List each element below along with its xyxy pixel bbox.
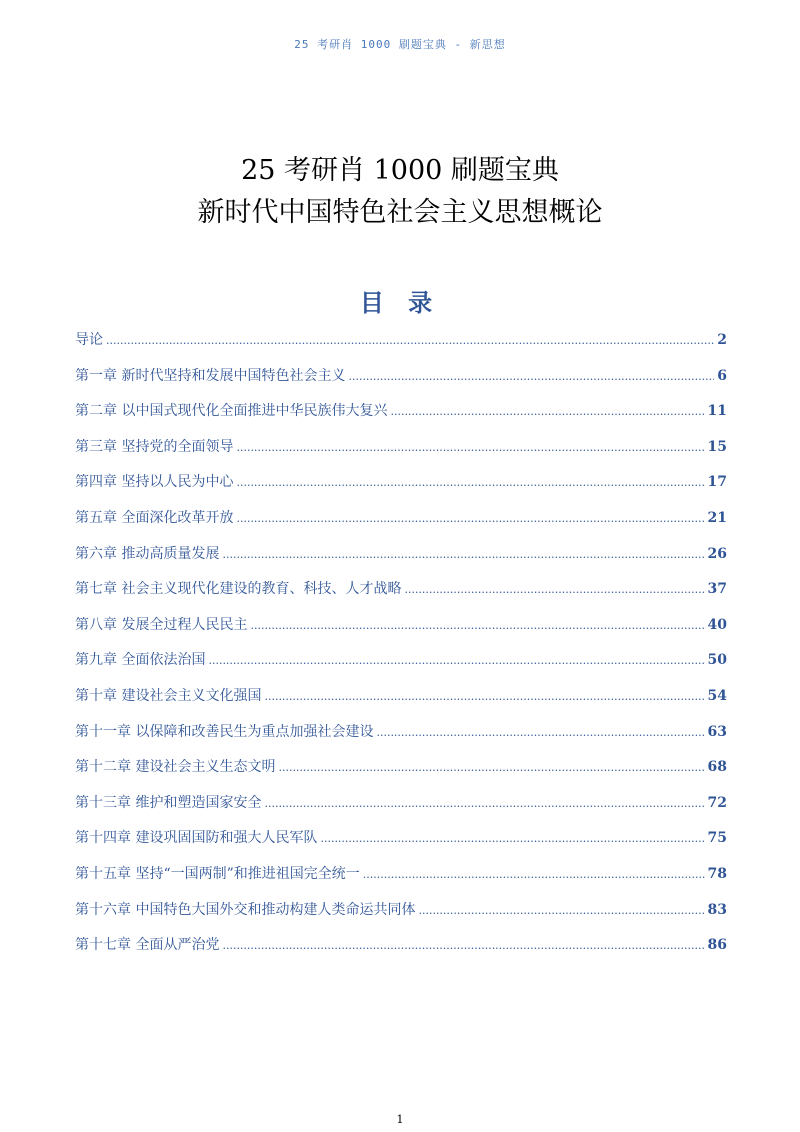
toc-entry-label[interactable]: 第一章 新时代坚持和发展中国特色社会主义 <box>75 367 346 384</box>
toc-entry-page[interactable]: 40 <box>707 616 727 633</box>
toc-entry-label[interactable]: 第九章 全面依法治国 <box>75 652 206 669</box>
toc-entry-chapter-13[interactable] <box>75 789 727 825</box>
toc-entry-label[interactable]: 第十章 建设社会主义文化强国 <box>75 687 262 704</box>
toc-entry-page[interactable]: 26 <box>707 545 727 562</box>
toc-entry-chapter-9[interactable] <box>75 646 727 682</box>
dot-leader <box>376 719 704 747</box>
toc-entry-chapter-10[interactable] <box>75 682 727 718</box>
dot-leader <box>222 932 704 960</box>
toc-entry-label[interactable]: 第十三章 维护和塑造国家安全 <box>75 794 262 811</box>
toc-entry-page[interactable]: 21 <box>707 509 727 526</box>
toc-entry-page[interactable]: 50 <box>707 652 727 669</box>
toc-entry-label[interactable]: 第十一章 以保障和改善民生为重点加强社会建设 <box>75 723 374 740</box>
toc-entry-label[interactable]: 第八章 发展全过程人民民主 <box>75 616 248 633</box>
toc-entry-label[interactable]: 第五章 全面深化改革开放 <box>75 509 234 526</box>
toc-entry-label[interactable]: 第十五章 坚持“一国两制”和推进祖国完全统一 <box>75 865 360 882</box>
toc-entry-label[interactable]: 第十六章 中国特色大国外交和推动构建人类命运共同体 <box>75 901 416 918</box>
dot-leader <box>390 398 704 426</box>
toc-entry-page[interactable]: 54 <box>707 687 727 704</box>
dot-leader <box>250 612 704 640</box>
dot-leader <box>264 790 704 818</box>
dot-leader <box>404 576 704 604</box>
toc-entry-label[interactable]: 第七章 社会主义现代化建设的教育、科技、人才战略 <box>75 581 402 598</box>
toc-entry-chapter-15[interactable] <box>75 860 727 896</box>
table-of-contents <box>75 326 727 967</box>
toc-entry-chapter-5[interactable] <box>75 504 727 540</box>
toc-entry-label[interactable]: 导论 <box>75 332 103 348</box>
dot-leader <box>236 469 704 497</box>
toc-entry-label[interactable]: 第十二章 建设社会主义生态文明 <box>75 759 276 776</box>
toc-entry-chapter-1[interactable] <box>75 362 727 398</box>
toc-entry-label[interactable]: 第三章 坚持党的全面领导 <box>75 438 234 455</box>
toc-entry-label[interactable]: 第十四章 建设巩固国防和强大人民军队 <box>75 830 318 847</box>
running-header: 25 考研肖 1000 刷题宝典 - 新思想 <box>294 38 506 51</box>
toc-entry-chapter-7[interactable] <box>75 575 727 611</box>
dot-leader <box>363 861 705 889</box>
toc-entry-page[interactable]: 15 <box>707 438 727 455</box>
toc-entry-chapter-8[interactable] <box>75 611 727 647</box>
toc-entry-chapter-3[interactable] <box>75 433 727 469</box>
toc-heading: 目 录 <box>359 288 441 317</box>
page-number: 1 <box>396 1113 404 1126</box>
title-line-1: 25 考研肖 1000 刷题宝典 <box>241 155 559 186</box>
toc-entry-page[interactable]: 63 <box>707 723 727 740</box>
document-title <box>0 150 800 234</box>
toc-entry-chapter-14[interactable] <box>75 824 727 860</box>
dot-leader <box>106 327 714 355</box>
dot-leader <box>320 825 704 853</box>
dot-leader <box>208 647 704 675</box>
toc-entry-chapter-11[interactable] <box>75 718 727 754</box>
dot-leader <box>236 434 704 462</box>
toc-entry-chapter-6[interactable] <box>75 540 727 576</box>
dot-leader <box>418 897 704 925</box>
dot-leader <box>348 363 714 391</box>
dot-leader <box>264 683 704 711</box>
toc-entry-page[interactable]: 72 <box>707 794 727 811</box>
toc-entry-page[interactable]: 11 <box>707 403 727 420</box>
toc-entry-chapter-17[interactable] <box>75 931 727 967</box>
dot-leader <box>278 754 704 782</box>
toc-entry-page[interactable]: 75 <box>707 830 727 847</box>
toc-entry-label[interactable]: 第四章 坚持以人民为中心 <box>75 474 234 491</box>
toc-entry-label[interactable]: 第十七章 全面从严治党 <box>75 937 220 954</box>
toc-entry-label[interactable]: 第二章 以中国式现代化全面推进中华民族伟大复兴 <box>75 403 388 420</box>
toc-entry-page[interactable]: 17 <box>707 474 727 491</box>
toc-entry-chapter-2[interactable] <box>75 397 727 433</box>
toc-entry-label[interactable]: 第六章 推动高质量发展 <box>75 545 220 562</box>
toc-entry-page[interactable]: 6 <box>717 367 727 384</box>
toc-entry-page[interactable]: 68 <box>707 759 727 776</box>
dot-leader <box>222 541 704 569</box>
toc-entry-chapter-16[interactable] <box>75 896 727 932</box>
title-line-2: 新时代中国特色社会主义思想概论 <box>197 197 603 228</box>
toc-entry-page[interactable]: 2 <box>717 332 727 348</box>
toc-entry-page[interactable]: 78 <box>707 865 727 882</box>
toc-entry-chapter-12[interactable] <box>75 753 727 789</box>
toc-entry-chapter-4[interactable] <box>75 468 727 504</box>
toc-entry-introduction[interactable] <box>75 326 727 362</box>
toc-entry-page[interactable]: 83 <box>707 901 727 918</box>
toc-entry-page[interactable]: 37 <box>707 581 727 598</box>
dot-leader <box>236 505 704 533</box>
toc-entry-page[interactable]: 86 <box>707 937 727 954</box>
